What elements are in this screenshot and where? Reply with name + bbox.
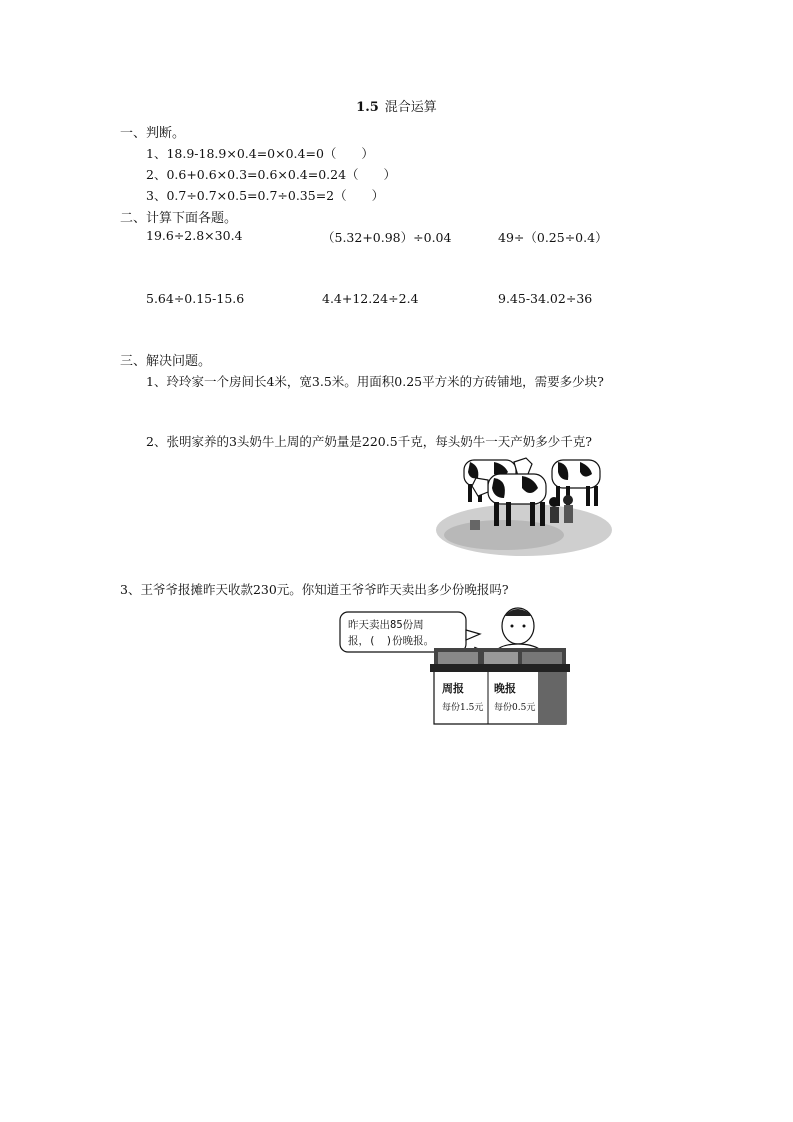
title-number: 1.5: [356, 100, 379, 115]
calc-2-3: 9.45-34.02÷36: [498, 291, 593, 306]
calc-1-3: 49÷（0.25÷0.4）: [498, 230, 608, 245]
judge-item-3: 3、0.7÷0.7×0.5=0.7÷0.35=2（ ）: [146, 188, 385, 203]
judge-item-2: 2、0.6+0.6×0.3=0.6×0.4=0.24（ ）: [146, 167, 397, 182]
calc-1-1: 19.6÷2.8×30.4: [146, 228, 243, 243]
cows-illustration: [434, 450, 614, 558]
sign-weekly-price: 每份1.5元: [442, 703, 484, 713]
title-text: 混合运算: [384, 100, 437, 115]
speech-bubble-line1: 昨天卖出85份周: [348, 619, 424, 631]
judge-item-1: 1、18.9-18.9×0.4=0×0.4=0（ ）: [146, 146, 374, 161]
sign-evening-price: 每份0.5元: [494, 703, 536, 713]
page-title: [0, 96, 793, 115]
problem-2: 2、张明家养的3头奶牛上周的产奶量是220.5千克，每头奶牛一天产奶多少千克?: [146, 434, 592, 449]
cow-right: [552, 460, 600, 506]
newsstand-illustration: [338, 604, 574, 730]
calc-2-1: 5.64÷0.15-15.6: [146, 291, 245, 306]
problem-3: 3、王爷爷报摊昨天收款230元。你知道王爷爷昨天卖出多少份晚报吗?: [120, 582, 509, 597]
section2-heading: 二、计算下面各题。: [120, 211, 238, 226]
speech-bubble-line2: 报，( )份晚报。: [348, 635, 435, 647]
problem-1: 1、玲玲家一个房间长4米，宽3.5米。用面积0.25平方米的方砖铺地，需要多少块?: [146, 374, 604, 389]
sign-weekly-title: 周报: [442, 682, 464, 695]
sign-evening-title: 晚报: [494, 682, 516, 695]
calc-1-2: （5.32+0.98）÷0.04: [322, 230, 452, 245]
section3-heading: 三、解决问题。: [120, 354, 212, 369]
calc-2-2: 4.4+12.24÷2.4: [322, 291, 419, 306]
section1-heading: 一、判断。: [120, 126, 186, 141]
